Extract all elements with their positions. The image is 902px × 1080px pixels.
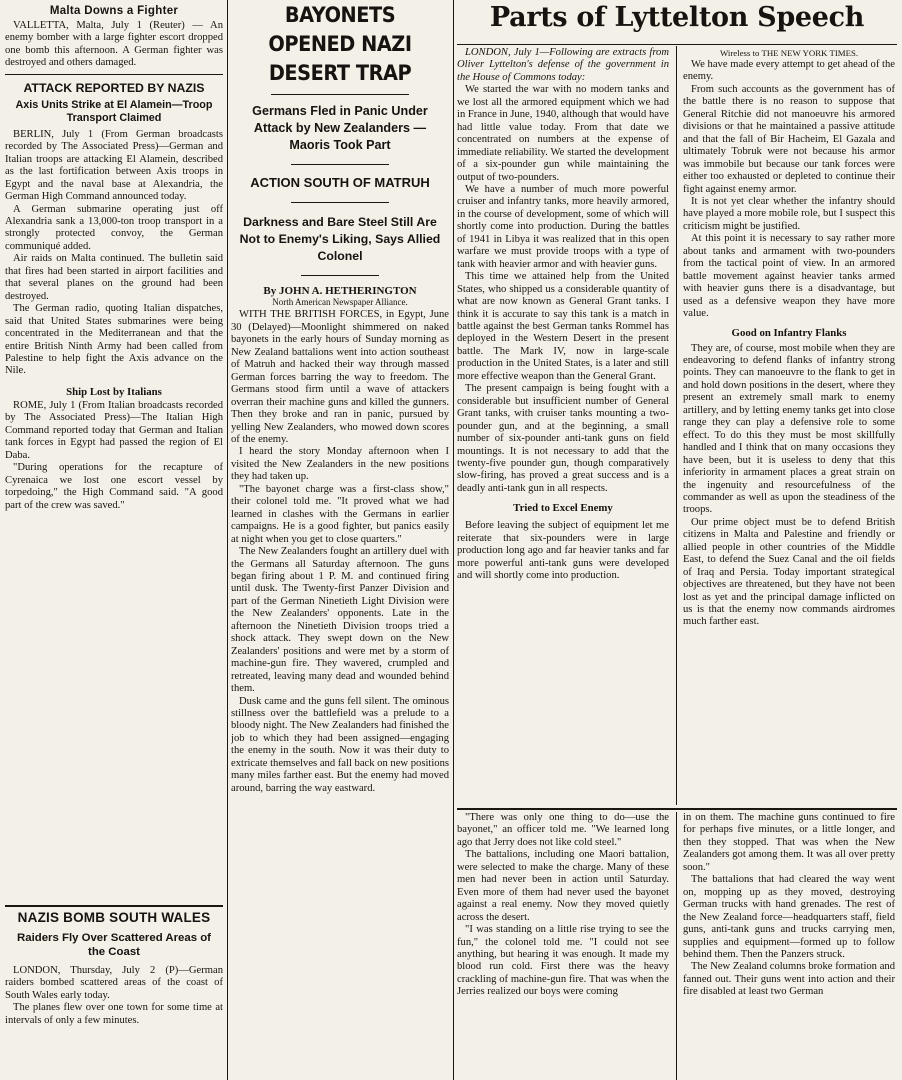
flanks-subhead: Good on Infantry Flanks [731,326,847,339]
lyttelton-paragraph: They are, of course, most mobile when they are endeavoring to defend flanks of infantry strong points. They can manoeuvre to the flank to get in and hold down positions in the desert, where they present an extremely small mark to enemy artillery, and by letting enemy tanks get into close range they can play a defensive role to some effect. To do this they must be most skillfully handled and I think that on many occasions they have been, but it is useless to deny that this inferiority in armament places a great strain on the ingenuity and resourcefulness of the commander as well as upon the steadiness of the troops. [683,342,895,516]
attack-deck: Axis Units Strike at El Alamein—Troop Transport Claimed [15,98,213,124]
wales-story [5,905,223,1080]
cont-text [683,812,895,999]
wales-paragraph: LONDON, Thursday, July 2 (P)—German raiders bombed scattered areas of the coast of South Wales early today. [5,965,223,1001]
lyttelton-right-cont [683,343,895,629]
bayonets-deck-2: ACTION SOUTH OF MATRUH [250,175,430,190]
column-rule [676,46,677,805]
lyttelton-paragraph: It is not yet clear whether the infantry should have played a more mobile role, but I suspect this criticism might be justified. [683,195,895,232]
bayonets-cont-left [457,812,669,1080]
bayonets-deck-3: Darkness and Bare Steel Still Are Not to Enemy's Liking, Says Allied Colonel [239,215,441,263]
bayonets-paragraph: WITH THE BRITISH FORCES, in Egypt, June 30 (Delayed)—Moonlight shimmered on naked bayonets in the early hours of Sunday morning as New Zealand battalions went into action southeast of Matruh and hacked their way through massed German forces barring the way to freedom. The Germans stood firm until a wave of attackers overran their machine guns and killed the gunners. Then they broke and ran in panic, pursued by yelling New Zealanders, who mowed down scores of the enemy. [231,309,449,445]
bayonets-deck-1: Germans Fled in Panic Under Attack by New Zealanders —Maoris Took Part [252,104,428,152]
wales-paragraph: The planes flew over one town for some time at intervals of only a few minutes. [5,1002,223,1026]
column-rule [453,0,454,1080]
divider [291,202,389,203]
bayonets-paragraph: The New Zealanders fought an artillery duel with the Germans all Saturday afternoon. The guns began firing about 1 P. M. and continued firing until dusk. The Twenty-first Panzer Division and part of the German Ninetieth Light Division were the New Zealanders' opponents. Late in the afternoon the Ninetieth Division troops tried a shock attack. They swept down on the New Zealanders' positions and were met by a storm of machine-gun fire. They wavered, crumpled and retreated, leaving many dead and wounded behind them. [231,546,449,695]
divider [271,94,409,95]
column-rule [676,812,677,1080]
attack-paragraph: A German submarine operating just off Alexandria sank a 13,000-ton troop transport in a strongly protected convoy, the German communiqué added. [5,203,223,252]
divider [457,808,897,810]
ship-paragraph: "During operations for the recapture of Cyrenaica we lost one escort vessel by torpedoing," the High Command said. "A good part of the crew was saved." [5,462,223,511]
lyttelton-paragraph: At this point it is necessary to say rather more about tanks and armament with two-pounders from the tactical point of view. In an armored battle movement against heavier tanks armed with heavier guns there is a disadvantage, but used as a defensive weapon they have more value. [683,233,895,320]
cont-text [457,812,669,999]
wales-body [5,965,223,1027]
lyttelton-intro [457,47,669,495]
malta-paragraph: VALLETTA, Malta, July 1 (Reuter) — An enemy bomber with a large fighter escort dropped one bomb this afternoon. A German fighter was destroyed and others damaged. [5,20,223,69]
bayonets-story [231,309,449,795]
lyttelton-paragraph: We have a number of much more powerful cruiser and infantry tanks, more heavily armored, in the course of development, some of which will shortly come into production. During the battles of 1941 in Libya it was realized that in this open warfare we must provide troops with a type of tank with heavier armor and with heavier guns. [457,183,669,270]
divider [5,74,223,75]
alliance-credit: North American Newspaper Alliance. [272,297,408,308]
column-rule [227,0,228,1080]
wireless-credit: Wireless to THE NEW YORK TIMES. [719,48,859,58]
byline [231,285,449,297]
bayonets-paragraph: I heard the story Monday afternoon when I visited the New Zealanders in the new positions they had taken up. [231,446,449,483]
lyttelton-story [457,0,897,805]
lyttelton-paragraph: We started the war with no modern tanks and we lost all the armored equipment which we had in France in June, 1940, although that would have had little value today. From that date we concentrated on numbers at the expense of immediate reliability. We started the development of a six-pounder gun while maintaining the output of two-pounders. [457,84,669,183]
ship-story [5,400,223,512]
lyttelton-paragraph: Before leaving the subject of equipment let me reiterate that six-pounders were in large production long ago and far heavier tanks and far more powerful anti-tank guns were developed and will shortly come into production. [457,520,669,582]
lyttelton-paragraph: Our prime object must be to defend British citizens in Malta and Palestine and friendly or allied people in other countries of the Middle East, to defend the Suez Canal and the oil fields of Iraq and Persia. Today important strategical objectives are threatened, but they have not been lost as yet and the principal damage inflicted on us is that the enemy now commands airdromes much farther east. [683,516,895,628]
bayonets-headline: BAYONETS OPENED NAZI DESERT TRAP [268,3,412,85]
wales-deck: Raiders Fly Over Scattered Areas of the Coast [17,932,211,958]
lyttelton-left [457,47,669,805]
cont-paragraph: "There was only one thing to do—use the bayonet," an officer told me. "We learned long ago that Jerry does not like cold steel." [457,812,669,848]
divider [457,44,897,45]
lyttelton-paragraph: This time we attained help from the United States, who shipped us a considerable quantity of what are now known as General Grant tanks. I think it is accurate to say this tank is a match in battle against the best German tanks Rommel has deployed in the Western Desert in the present battle. The Mark IV, now in large-scale production in the United States, is a later and still more effective weapon than the General Grant. [457,271,669,382]
lyttelton-cont [457,520,669,582]
lyttelton-right [683,47,895,805]
cont-paragraph: The battalions that had cleared the way went on, mopping up as they moved, destroying German trucks with hand grenades. The rest of the New Zealand force—headquarters staff, field guns, anti-tank guns and trucks carrying men, supplies and equipment—formed up to follow behind them. Then the Panzers struck. [683,874,895,960]
attack-paragraph: The German radio, quoting Italian dispatches, said that United States submarines were being concentrated in the Mediterranean and that the entire British Ninth Army had been called from Palestine to help fight the Axis advance on the Nile. [5,303,223,377]
malta-headline: Malta Downs a Fighter [49,5,179,17]
cont-paragraph: in on them. The machine guns continued to fire for perhaps five minutes, or a little longer, and then they stopped. That was when the New Zealanders got among them. It was all over pretty soon." [683,812,895,873]
lyttelton-paragraph: The present campaign is being fought with a considerable but insufficient number of General Grant tanks, with cruiser tanks mounting a two-pounder gun, and at the beginning, a small number of six-pounder anti-tank guns on field mountings. It is not necessary to add that the twenty-five pounder gun, though comparatively slow-firing, has proved a great success and is a deadly anti-tank gun in all respects. [457,383,669,494]
tried-subhead: Tried to Excel Enemy [513,502,613,515]
bayonets-cont-right [683,812,895,1080]
malta-story [5,20,223,70]
lyttelton-paragraph: We have made every attempt to get ahead of the enemy. [683,59,895,83]
wales-headline: NAZIS BOMB SOUTH WALES [17,910,211,925]
divider [291,164,389,165]
attack-paragraph: BERLIN, July 1 (From German broadcasts recorded by The Associated Press)—German and Italian troops are attacking El Alamein, described as the last fortification between Axis troops in Egypt and the naval base at Alexandria, the German High Command announced today. [5,128,223,203]
divider [301,275,379,276]
cont-paragraph: The battalions, including one Maori battalion, were selected to make the charge. Many of these men had never been in action until Saturday. Even more of them had never used the bayonet against a real enemy. Now they moved quietly across the desert. [457,849,669,923]
attack-paragraph: Air raids on Malta continued. The bulletin said that fires had been started in airport facilities and that several planes on the ground had been destroyed. [5,253,223,302]
bayonets-paragraph: "The bayonet charge was a first-class show," their colonel told me. "It proved what we had learned in clashes with the Germans in earlier campaigns. He is a good fighter, but panics easily at night when you get to close quarters." [231,483,449,545]
lyttelton-headline: Parts of Lyttelton Speech [489,2,865,33]
column-2 [231,0,449,800]
byline-text: By JOHN A. HETHERINGTON [263,285,417,297]
ship-paragraph: ROME, July 1 (From Italian broadcasts recorded by The Associated Press)—The Italian High Command reported today that German and Italian tank forces in Egypt had passed the region of El Daba. [5,399,223,461]
lyttelton-right-text [683,47,895,321]
ship-subhead: Ship Lost by Italians [66,385,162,398]
lyttelton-paragraph: From such accounts as the government has of the battle there is no reason to suppose that General Ritchie did not manoeuvre his armored divisions or that he maintained a passive attitude and that the fall of Bir Hacheim, El Gazala and ultimately Tobruk were not because his armor was immobile but because our tank forces were either too exhausted or depleted to continue their fight against enemy armor. [683,83,895,195]
divider [5,905,223,907]
attack-headline: ATTACK REPORTED BY NAZIS [23,80,205,95]
cont-paragraph: The New Zealand columns broke formation and fanned out. Their guns went into action and their fire disabled at least two German [683,961,895,998]
cont-paragraph: "I was standing on a little rise trying to see the fun," the colonel told me. "I could not see anything, but hearing it was enough. It made my blood run cold. First there was the heavy crackling of machine-gun fire. That was when the Jerries realized our boys were coming [457,924,669,998]
bayonets-paragraph: Dusk came and the guns fell silent. The ominous stillness over the battlefield was a prelude to a bloody night. The New Zealanders had finished the job to which they had been assigned—engaging the enemy in the south. Now it was their duty to extricate themselves and fall back on new positions many miles farther east. But the enemy had moved around, barring the way eastward. [231,695,449,794]
lyttelton-intro-text: LONDON, July 1—Following are extracts from Oliver Lyttelton's defense of the government in the House of Commons today: [457,47,669,83]
attack-story [5,129,223,378]
